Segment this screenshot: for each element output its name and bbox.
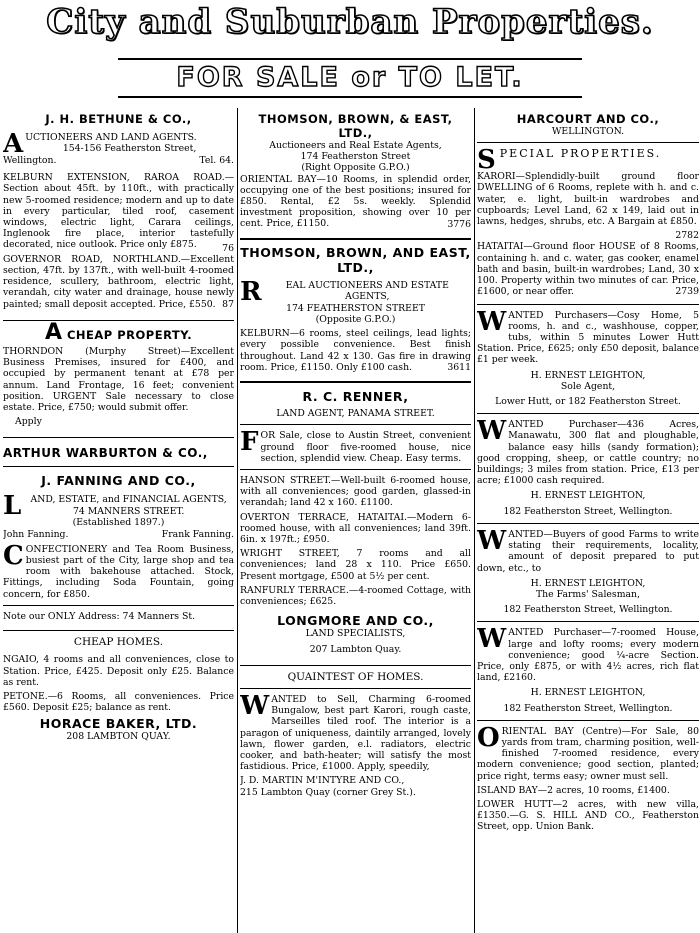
ad-cheap-homes xyxy=(3,637,234,742)
drop-cap: L xyxy=(3,491,22,522)
drop-cap: W xyxy=(240,690,270,721)
ad-heading: HORACE BAKER, LTD. xyxy=(39,716,198,732)
divider xyxy=(477,720,699,721)
ref-number: 2782 xyxy=(675,230,699,242)
ad-fanning xyxy=(3,473,234,622)
ad-note: Note our ONLY Address: 74 Manners St. xyxy=(3,610,196,622)
ad-heading: QUAINTEST OF HOMES. xyxy=(287,670,424,683)
ad-heading: R. C. RENNER, xyxy=(302,389,409,405)
listing-body: ANTED Purchaser—436 Acres, Manawatu, 300 flat and ploughable, balance easy hills (sandy formation); good cropping, sheep, or cattle country; no buildings; 3 miles from station. Price, £13 per acre; £1000 cash required. xyxy=(477,419,699,487)
ref-number: 3611 xyxy=(447,362,471,374)
ad-address: 207 Lambton Quay. xyxy=(309,643,402,655)
ref-number: 76 xyxy=(222,242,234,254)
divider xyxy=(240,665,471,666)
ad-heading: LONGMORE AND CO., xyxy=(277,613,434,629)
listing-island-bay: ISLAND BAY—2 acres, 10 rooms, £1400. xyxy=(477,784,670,796)
ad-agent-name: H. ERNEST LEIGHTON, xyxy=(530,687,646,699)
column-1 xyxy=(3,108,234,933)
divider xyxy=(3,466,234,467)
ad-address: 215 Lambton Quay (corner Grey St.). xyxy=(240,786,416,798)
drop-cap: W xyxy=(477,306,507,337)
ad-subheading: PECIAL PROPERTIES. xyxy=(499,147,662,161)
column-2 xyxy=(240,108,471,933)
column-rule xyxy=(474,108,475,933)
listing-governor-road: GOVERNOR ROAD, NORTHLAND.—Excellent section, 47ft. by 137ft., with well-built 4-roomed residence, scullery, bathroom, electric light, verandah, city water and drainage, house newly painted; small deposit accepted. Price, £550. xyxy=(3,253,234,310)
ad-warburton: ARTHUR WARBURTON & CO., xyxy=(3,446,208,461)
drop-cap: C xyxy=(3,540,24,571)
drop-cap: F xyxy=(240,427,259,458)
divider xyxy=(477,523,699,524)
listing-wright-street: WRIGHT STREET, 7 rooms and all conveniences; land 28 x 110. Price £650. Present mortgage, £500 at 5½ per cent. xyxy=(240,548,471,582)
listing-hanson-street: HANSON STREET.—Well-built 6-roomed house, with all conveniences; good garden, glassed-in verandah; land 42 x 160. £1100. xyxy=(240,475,471,509)
divider xyxy=(240,381,471,383)
drop-cap: A xyxy=(3,129,24,159)
listing-kelburn: KELBURN—6 rooms, steel ceilings, lead lights; every possible convenience. Best finish throughout. Land 42 x 130. Gas fire in drawing room. Price, £1150. Only £100 cash. xyxy=(240,328,471,373)
ad-thomson-brown-east-1 xyxy=(240,112,471,230)
listing-petone: PETONE.—6 Rooms, all conveniences. Price £560. Deposit £25; balance as rent. xyxy=(3,690,234,714)
ad-intro: EAL AUCTIONEERS AND ESTATE AGENTS, xyxy=(285,279,449,303)
divider xyxy=(240,469,471,470)
ad-bethune xyxy=(3,112,234,310)
ad-quaintest xyxy=(240,672,471,798)
ad-agent-name: H. ERNEST LEIGHTON, xyxy=(530,369,646,381)
ad-city: Wellington. xyxy=(3,155,57,166)
drop-cap: S xyxy=(477,145,498,176)
ad-established: (Established 1897.) xyxy=(72,517,165,529)
ad-harcourt xyxy=(477,112,699,298)
ad-longmore xyxy=(240,613,471,654)
divider xyxy=(3,630,234,631)
listing-body: ANTED—Buyers of good Farms to write stating their requirements, locality, amount of deposit prepared to put down, etc., to xyxy=(477,528,699,574)
ad-leighton-house xyxy=(477,624,699,714)
ad-cheap-property xyxy=(3,320,234,428)
ad-subheading: LAND AGENT, PANAMA STREET. xyxy=(276,408,435,420)
listing-confectionery: ONFECTIONERY and Tea Room Business, busiest part of the City, large shop and tea room with bakehouse attached. Stock, Fittings, including Soda Fountain, going concern, for £850. xyxy=(3,543,234,600)
ad-intro: UCTIONEERS AND LAND AGENTS. xyxy=(25,132,197,143)
divider xyxy=(3,437,234,438)
listing-overton-terrace: OVERTON TERRACE, HATAITAI.—Modern 6-roomed house, with all conveniences; land 39ft. 6in. x 197ft.; £950. xyxy=(240,511,471,546)
ad-heading: J. H. BETHUNE & CO., xyxy=(45,112,192,126)
ad-agent-name: H. ERNEST LEIGHTON, xyxy=(530,490,646,502)
ad-address: (Right Opposite G.P.O.) xyxy=(301,162,410,174)
divider xyxy=(477,621,699,622)
ad-address: 208 LAMBTON QUAY. xyxy=(66,731,171,743)
drop-cap: W xyxy=(477,416,507,447)
ad-address: 154-156 Featherston Street, xyxy=(62,143,197,155)
ad-renner xyxy=(240,389,471,607)
listing-thorndon: THORNDON (Murphy Street)—Excellent Business Premises, insured for £400, and occupied by permanent tenant at £78 per annum. Land Frontage, 16 feet; convenient position. URGENT Sale necessary to close estate. Price, £750; would submit offer. xyxy=(3,346,234,414)
ad-telephone: Tel. 64. xyxy=(199,155,234,166)
listing-karori-bungalow: ANTED to Sell, Charming 6-roomed Bungalow, best part Karori, rough caste, Marseilles tiled roof. The interior is a paragon of uniqueness, daintily arranged, lovely lawn, flower garden, e.l. radiators, electric cooker, and bath-heater; will satisfy the most fastidious. Price, £1000. Apply, speedily, xyxy=(240,693,471,773)
column-rule xyxy=(237,108,238,933)
masthead xyxy=(0,0,700,52)
ad-heading: CHEAP PROPERTY. xyxy=(66,328,193,343)
ref-number: 2739 xyxy=(675,286,699,298)
listing-oriental-bay: ORIENTAL BAY—10 Rooms, in splendid order, occupying one of the best positions; insured for £850. Rental, £2 5s. weekly. Splendid investment proposition, showing over 10 per cent. Price, £1150. xyxy=(240,173,471,230)
ad-leighton-cosy-home xyxy=(477,306,699,408)
ad-heading: J. FANNING AND CO., xyxy=(41,473,196,489)
page-subtitle-box xyxy=(118,58,582,98)
ad-heading: HARCOURT AND CO., xyxy=(516,112,660,126)
ad-apply: Apply xyxy=(15,416,42,428)
ref-number: 87 xyxy=(222,298,234,310)
ad-address: 182 Featherston Street, Wellington. xyxy=(503,505,673,517)
ad-intro: AND, ESTATE, and FINANCIAL AGENTS, xyxy=(30,494,227,506)
page-subtitle: FOR SALE or TO LET. xyxy=(176,62,524,93)
divider xyxy=(240,424,471,425)
ad-subheading: Auctioneers and Real Estate Agents, xyxy=(269,140,442,151)
ad-partner: Frank Fanning. xyxy=(161,528,234,540)
ad-city: WELLINGTON. xyxy=(551,126,625,137)
divider xyxy=(240,688,471,689)
divider xyxy=(3,320,234,321)
ad-agent-role: The Farms' Salesman, xyxy=(535,588,640,600)
listing-body: ANTED Purchaser—7-roomed House, large and lofty rooms; every modern convenience; good ¼-acre Section. Price, only £875, or with 4½ acres, rich flat land, £2160. xyxy=(477,627,699,684)
listing-lower-hutt: LOWER HUTT—2 acres, with new villa, £1350.—G. S. HILL AND CO., Featherston Street, opp. Union Bank. xyxy=(477,798,699,833)
divider xyxy=(3,605,234,606)
ad-heading: THOMSON, BROWN, & EAST, LTD., xyxy=(258,112,453,140)
listing-hataitai: HATAITAI—Ground floor HOUSE of 8 Rooms, containing h. and c. water, gas cooker, enamel bath and basin, built-in wardrobes; Land, 30 x 100. Property within two minutes of car. Price, £1600, or near offer. xyxy=(477,241,699,298)
page-title: City and Suburban Properties. xyxy=(46,2,654,42)
divider xyxy=(477,413,699,414)
ad-address: (Opposite G.P.O.) xyxy=(315,314,396,326)
ad-heading: THOMSON, BROWN, AND EAST, LTD., xyxy=(240,244,471,275)
ad-address: 182 Featherston Street, Wellington. xyxy=(503,604,673,616)
ad-address: 174 FEATHERSTON STREET xyxy=(286,302,425,314)
column-3 xyxy=(477,108,699,933)
ref-number: 3776 xyxy=(447,218,471,230)
listing-body: ANTED Purchasers—Cosy Home, 5 rooms, h. and c., washhouse, copper, tubs, within 5 minutes Lower Hutt Station. Price, £625; only £50 deposit, balance £1 per week. xyxy=(477,309,699,366)
listing-kelburn: KELBURN EXTENSION, RAROA ROAD.—Section about 45ft. by 110ft., with practically new 5-roomed residence; modern and up to date in every particular, tiled roof, casement windows, electric light, Carara ceilings, Inglenook fire place, interior tastefully decorated, nice outlook. Price only £875. xyxy=(3,172,234,251)
listing-ranfurly-terrace: RANFURLY TERRACE.—4-roomed Cottage, with conveniences; £625. xyxy=(240,584,471,608)
ad-address: 174 Featherston Street xyxy=(300,151,411,163)
listing-austin-street: OR Sale, close to Austin Street, convenient ground floor five-roomed house, nice section, splendid view. Cheap. Easy terms. xyxy=(260,430,471,464)
ad-partner: John Fanning. xyxy=(3,528,69,540)
ad-agent-role: Sole Agent, xyxy=(560,380,616,392)
listing-ngaio: NGAIO, 4 rooms and all conveniences, close to Station. Price, £425. Deposit only £25. Balance as rent. xyxy=(3,654,234,688)
listing-oriental-bay: RIENTAL BAY (Centre)—For Sale, 80 yards from tram, charming position, well-finished 7-roomed residence, every modern convenience; good section, planted; price right, terms easy; owner must sell. xyxy=(477,725,699,782)
drop-cap: A xyxy=(44,320,63,346)
ad-address: 182 Featherston Street, Wellington. xyxy=(503,702,673,714)
drop-cap: O xyxy=(477,722,500,753)
ad-leighton-manawatu xyxy=(477,416,699,517)
ad-address: Lower Hutt, or 182 Featherston Street. xyxy=(495,396,681,408)
drop-cap: W xyxy=(477,624,507,655)
ad-heading: CHEAP HOMES. xyxy=(73,636,164,649)
divider xyxy=(240,238,471,240)
ad-agent-name: H. ERNEST LEIGHTON, xyxy=(530,577,646,589)
ad-signature: J. D. MARTIN M'INTYRE AND CO., xyxy=(240,775,405,787)
divider xyxy=(477,142,699,143)
drop-cap: R xyxy=(240,276,262,307)
ad-address: 74 MANNERS STREET. xyxy=(72,505,185,517)
divider xyxy=(477,304,699,305)
listing-karori: KARORI—Splendidly-built ground floor DWELLING of 6 Rooms, replete with h. and c. water, e. light, built-in wardrobes and cupboards; Level Land, 62 x 149, laid out in lawns, hedges, shrubs, etc. A Bargain at £850. xyxy=(477,171,699,228)
ad-subheading: LAND SPECIALISTS, xyxy=(305,628,406,640)
ad-thomson-brown-east-2 xyxy=(240,245,471,373)
ad-leighton-farms xyxy=(477,525,699,616)
ad-hill xyxy=(477,722,699,833)
drop-cap: W xyxy=(477,525,507,556)
